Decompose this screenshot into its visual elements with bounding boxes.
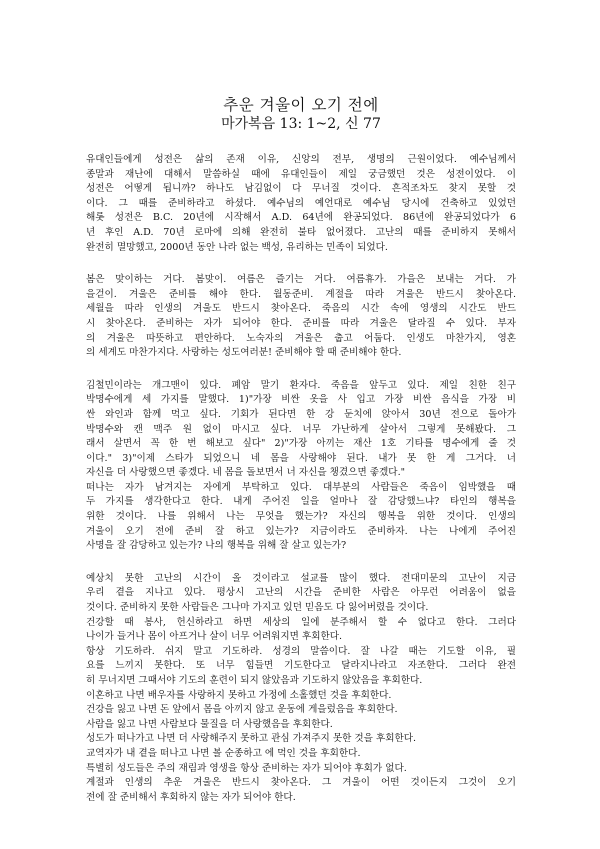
text-line: 나이가 들거나 몸이 아프거나 살이 너무 어려워지면 후회한다. — [86, 631, 343, 643]
text-line: 봄은 맞이하는 거다. 봄맞이. 여름은 즐기는 거다. 여름휴가. 가을은 보내는 거다. 가 — [86, 274, 516, 286]
text-line: 자신을 더 사랑했으면 좋겠다. 네 몸을 돌보면서 너 자신을 챙겼으면 좋겠다." — [86, 467, 406, 479]
text-line: 년 후인 A.D. 70년 로마에 의해 완전히 불타 없어졌다. 고난의 때를 준비하지 못해서 — [86, 226, 516, 238]
body-text — [86, 153, 516, 805]
text-line: 세월을 따라 인생의 겨울도 반드시 찾아온다. 죽음의 시간 속에 영생의 시간도 반드 — [86, 303, 516, 315]
text-line: 싼 와인과 함께 먹고 싶다. 기회가 된다면 한 강 둔치에 앉아서 30년 전으로 돌아가 — [86, 408, 516, 420]
text-line: 떠나는 자가 남겨지는 자에게 부탁하고 있다. 대부분의 사람들은 죽음이 임박했을 때 — [86, 481, 516, 493]
text-line: 특별히 성도들은 주의 재림과 영생을 항상 준비하는 자가 되어야 후회가 없다. — [86, 762, 407, 774]
text-line: 겨울이 오기 전에 준비 잘 하고 있는가? 지금이라도 준비하자. 나는 나에게 주어진 — [86, 525, 516, 537]
text-line: 성도가 떠나가고 나면 더 사랑해주지 못하고 관심 가져주지 못한 것을 후회한다. — [86, 733, 417, 745]
text-line: 이다." 3)"이제 스타가 되었으니 네 몸을 사랑해야 된다. 내가 못 한 게 그거다. 너 — [86, 452, 516, 464]
text-line: 김철민이라는 개그맨이 있다. 폐암 말기 환자다. 죽음을 앞두고 있다. 제일 친한 친구 — [86, 379, 516, 391]
text-line: 의 겨울은 따뜻하고 편안하다. 노숙자의 겨울은 춥고 어둡다. 인생도 마찬가지, 영혼 — [86, 332, 516, 344]
text-line: 히 무너지면 그때서야 기도의 훈련이 되지 않았음과 기도하지 않았음을 후회한다. — [86, 675, 423, 686]
text-line: 위한 것이다. 나를 위해서 나는 무엇을 했는가? 자신의 행복을 위한 것이다. 인생의 — [86, 511, 516, 523]
text-line: 의 세계도 마찬가지다. 사랑하는 성도여러분! 준비해야 할 때 준비해야 한다. — [86, 347, 402, 359]
text-line: 성전은 어떻게 됩니까? 하나도 남김없이 다 무너질 것이다. 흔적조차도 찾지 못할 것 — [86, 183, 516, 195]
text-line: 요를 느끼지 못한다. 또 너무 힘들면 기도한다고 달라지나라고 자조한다. 그러다 완전 — [86, 660, 516, 672]
text-line: 것이다. 준비하지 못한 사람들은 그나마 가지고 있던 믿음도 다 잃어버렸을 것이다. — [86, 602, 429, 614]
text-line: 사람을 잃고 나면 사람보다 물질을 더 사랑했음을 후회한다. — [86, 718, 333, 730]
text-line: 유대인들에게 성전은 삶의 존재 이유, 신앙의 전부, 생명의 근원이었다. 예수님께서 — [86, 154, 516, 165]
text-line: 을걷이. 겨울은 준비를 해야 한다. 월동준비. 계절을 따라 겨울은 반드시 찾아온다. — [86, 288, 516, 300]
paragraph — [86, 273, 516, 361]
scripture-reference: 마가복음 13: 1~2, 신 77 — [221, 116, 381, 132]
text-line: 계절과 인생의 추운 겨울은 반드시 찾아온다. 그 겨울이 어떤 것이든지 그것이 오기 — [86, 777, 516, 789]
text-line: 예상치 못한 고난의 시간이 올 것이라고 설교를 많이 했다. 전대미문의 고난이 지금 — [86, 572, 516, 584]
text-line: 이혼하고 나면 배우자를 사랑하지 못하고 가정에 소홀했던 것을 후회한다. — [86, 689, 392, 701]
text-line: 우리 곁을 지나고 있다. 평상시 고난의 시간을 준비한 사람은 아무런 어려움이 없을 — [86, 587, 516, 599]
text-line: 박명수에게 세 가지를 말했다. 1)"가장 비싼 옷을 사 입고 가장 비싼 음식을 가장 비 — [86, 394, 516, 406]
text-line: 건강을 잃고 나면 돈 앞에서 몸을 아끼지 않고 운동에 게을렀음을 후회한다. — [86, 704, 398, 716]
text-line: 교역자가 내 곁을 떠나고 나면 볼 순종하고 에 먹인 것을 후회한다. — [86, 747, 361, 759]
document-page — [86, 96, 516, 823]
text-line: 항상 기도하라. 쉬지 말고 기도하라. 성경의 말씀이다. 잘 나갈 때는 기도할 이유, 필 — [86, 645, 516, 657]
text-line: 두 가지를 생각한다고 한다. 내게 주어진 일을 얼마나 잘 감당했느냐? 타인의 행복을 — [86, 496, 516, 508]
text-line: 완전히 멸망했고, 2000년 동안 나라 없는 백성, 유리하는 민족이 되었다. — [86, 241, 388, 253]
text-line: 래서 살면서 꼭 한 번 해보고 싶다" 2)"가장 아끼는 재산 1호 기타를 명수에게 줄 것 — [86, 438, 516, 450]
paragraph — [86, 379, 516, 554]
paragraph — [86, 572, 516, 806]
text-line: 건강할 때 봉사, 헌신하라고 하면 세상의 일에 분주해서 할 수 없다고 한다. 그러다 — [86, 616, 516, 628]
paragraph — [86, 153, 516, 255]
text-line: 시 찾아온다. 준비하는 자가 되어야 한다. 준비를 따라 겨울은 달라질 수 있다. 부자 — [86, 317, 516, 329]
text-line: 박명수와 캔 맥주 원 없이 마시고 싶다. 너무 가난하게 살아서 그렇게 못해봤다. 그 — [86, 423, 516, 435]
text-line: 사명을 잘 감당하고 있는가? 나의 행복을 위해 잘 살고 있는가? — [86, 540, 347, 552]
text-line: 전에 잘 준비해서 후회하지 않는 자가 되어야 한다. — [86, 791, 296, 803]
text-line: 해롯 성전은 B.C. 20년에 시작해서 A.D. 64년에 완공되었다. 86년에 완공되었다가 6 — [86, 212, 516, 224]
sermon-title: 추운 겨울이 오기 전에 — [223, 96, 379, 114]
text-line: 종말과 재난에 대해서 말씀하실 때에 유대인들이 제일 궁금했던 것은 성전이었다. 이 — [86, 168, 516, 180]
text-line: 이다. 그 때를 준비하라고 하셨다. 예수님의 예언대로 예수님 당시에 건축하고 있었던 — [86, 197, 516, 209]
